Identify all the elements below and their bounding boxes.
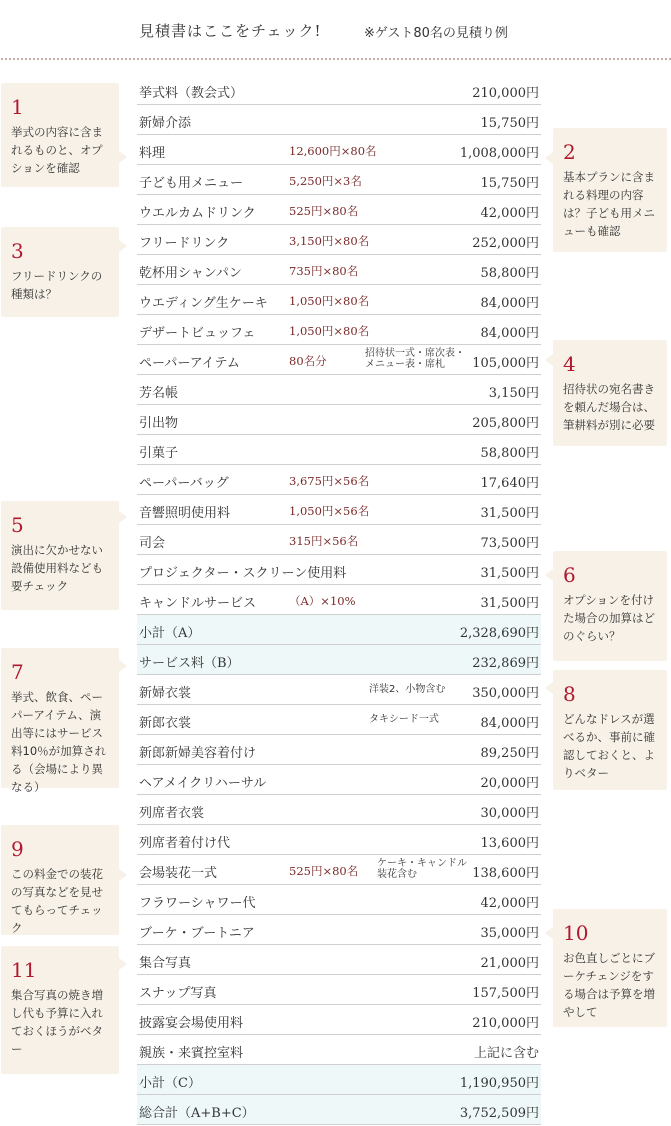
item-label: キャンドルサービス [139,596,257,611]
item-amount: 30,000円 [480,806,539,821]
callout-text: どんなドレスが選べるか、事前に確認しておくと、よりベター [563,712,655,780]
callout-number: 11 [11,958,37,982]
callout-number: 5 [11,513,24,537]
item-amount: 31,500円 [480,566,539,581]
table-row [137,435,541,465]
item-calc: 12,600円×80名 [289,144,377,158]
item-calc: 1,050円×80名 [289,324,370,338]
item-amount: 31,500円 [480,506,539,521]
callout-11 [1,946,119,1074]
item-note: タキシード一式 [369,714,439,725]
item-note: 招待状一式・席次表・ メニュー表・席札 [365,348,465,370]
item-note: ケーキ・キャンドル 装花含む [377,858,467,880]
item-amount: 15,750円 [480,116,539,131]
callout-number: 10 [563,921,589,945]
item-label: ブーケ・ブートニア [139,926,255,941]
item-label: 新郎新婦美容着付け [139,746,257,761]
table-row [137,345,541,375]
item-amount: 210,000円 [472,86,539,101]
item-label: フラワーシャワー代 [139,896,256,911]
item-label: 引出物 [139,416,179,431]
callout-9 [1,825,119,935]
item-amount: 232,869円 [472,656,539,671]
item-calc: 525円×80名 [289,864,359,878]
item-calc: 3,150円×80名 [289,234,370,248]
callout-number: 9 [11,837,24,861]
item-amount: 73,500円 [480,536,539,551]
callout-number: 4 [563,352,576,376]
item-note: 洋装2、小物含む [369,684,446,695]
subtotal-row [137,1065,541,1095]
table-row [137,555,541,585]
item-amount: 89,250円 [480,746,539,761]
callout-text: この料金での装花の写真などを見せてもらってチェック [11,867,103,935]
table-row [137,105,541,135]
item-label: 乾杯用シャンパン [139,266,242,281]
item-label: 新郎衣裳 [139,716,192,731]
callout-number: 6 [563,563,576,587]
table-row [137,135,541,165]
table-row [137,885,541,915]
item-calc: 315円×56名 [289,534,359,548]
callout-5 [1,501,119,610]
callout-3 [1,227,119,317]
item-calc: 3,675円×56名 [289,474,370,488]
item-label: 披露宴会場使用料 [139,1016,244,1031]
callout-number: 1 [11,95,24,119]
item-calc: 80名分 [289,354,327,368]
callout-text: 招待状の宛名書きを頼んだ場合は、筆耕料が別に必要 [563,382,655,432]
item-calc: 735円×80名 [289,264,359,278]
callout-text: オプションを付けた場合の加算はどのぐらい？ [563,593,655,643]
callout-4 [553,340,667,446]
subtotal-row [137,645,541,675]
item-amount: 157,500円 [472,986,539,1001]
table-row [137,975,541,1005]
table-row [137,795,541,825]
item-label: 引菓子 [139,446,179,461]
callout-text: 挙式、飲食、ペーパーアイテム、演出等にはサービス料10％が加算される（会場により異なる） [11,690,107,794]
table-row [137,405,541,435]
callout-number: 8 [563,682,576,706]
callout-8 [553,670,667,790]
table-row [137,825,541,855]
callout-text: お色直しごとにブーケチェンジをする場合は予算を増やして [563,951,655,1019]
table-row [137,285,541,315]
page-title: 見積書はここをチェック! [139,22,322,40]
item-label: 子ども用メニュー [139,176,244,191]
item-amount: 84,000円 [480,296,539,311]
item-amount: 138,600円 [472,866,539,881]
table-row [137,375,541,405]
item-label: ペーパーアイテム [139,356,240,371]
item-label: ペーパーバッグ [139,476,229,491]
table-row [137,705,541,735]
item-amount: 1,008,000円 [459,146,539,161]
item-label: 料理 [139,146,166,161]
item-label: 会場装花一式 [139,866,218,881]
item-amount: 42,000円 [480,206,539,221]
item-label: 列席者着付け代 [139,836,231,851]
item-label: 新婦介添 [139,116,192,131]
item-label: 親族・来賓控室料 [139,1046,244,1061]
item-label: 総合計（A+B+C） [139,1106,255,1121]
table-row [137,765,541,795]
item-calc: 1,050円×80名 [289,294,370,308]
item-amount: 35,000円 [480,926,539,941]
item-amount: 1,190,950円 [459,1076,539,1091]
estimate-table [137,75,541,1125]
callout-text: 演出に欠かせない設備使用料なども要チェック [11,543,103,593]
table-row [137,945,541,975]
table-row [137,495,541,525]
item-amount: 上記に含む [473,1046,539,1061]
table-row [137,465,541,495]
item-amount: 84,000円 [480,326,539,341]
item-label: ウエディング生ケーキ [139,296,268,311]
callout-7 [1,648,119,794]
callout-number: 2 [563,140,576,164]
callout-1 [1,83,119,187]
callout-2 [553,128,667,252]
table-row [137,225,541,255]
item-label: 挙式料（教会式） [139,86,244,101]
callout-10 [553,909,667,1027]
dotted-divider [0,57,671,61]
item-label: 芳名帳 [139,386,179,401]
item-amount: 84,000円 [480,716,539,731]
callout-text: 挙式の内容に含まれるものと、オプションを確認 [11,125,103,175]
item-amount: 20,000円 [480,776,539,791]
table-row [137,75,541,105]
item-calc: 1,050円×56名 [289,504,370,518]
item-amount: 58,800円 [480,446,539,461]
item-amount: 15,750円 [480,176,539,191]
callout-number: 7 [11,660,24,684]
table-row [137,675,541,705]
subtotal-row [137,1095,541,1125]
table-row [137,255,541,285]
item-label: 小計（C） [139,1076,201,1091]
item-label: サービス料（B） [139,656,240,671]
callout-text: 集合写真の焼き増し代も予算に入れておくほうがベター [11,988,103,1056]
table-row [137,195,541,225]
table-row [137,1035,541,1065]
item-amount: 350,000円 [472,686,539,701]
table-row [137,1005,541,1035]
item-label: ウエルカムドリンク [139,206,256,221]
callout-text: 基本プランに含まれる料理の内容は？子ども用メニューも確認 [563,170,655,238]
item-label: 小計（A） [139,626,201,641]
item-amount: 13,600円 [480,836,539,851]
item-label: 新婦衣裳 [139,686,192,701]
item-label: 司会 [139,536,166,551]
item-amount: 105,000円 [472,356,539,371]
callout-number: 3 [11,239,24,263]
item-amount: 2,328,690円 [459,626,539,641]
item-calc: 525円×80名 [289,204,359,218]
item-calc: 5,250円×3名 [289,174,362,188]
table-row [137,165,541,195]
item-amount: 3,150円 [488,386,539,401]
item-label: デザートビュッフェ [139,326,256,341]
item-label: スナップ写真 [139,986,217,1001]
item-calc: （A）×10% [289,594,356,608]
page-header [0,0,671,60]
table-row [137,915,541,945]
item-amount: 17,640円 [480,476,539,491]
item-amount: 252,000円 [472,236,539,251]
item-label: 音響照明使用料 [139,506,231,521]
subtotal-row [137,615,541,645]
item-label: 集合写真 [139,956,192,971]
item-amount: 210,000円 [472,1016,539,1031]
item-amount: 3,752,509円 [459,1106,539,1121]
table-row [137,735,541,765]
item-label: ヘアメイクリハーサル [139,776,267,791]
callout-6 [553,551,667,661]
item-label: プロジェクター・スクリーン使用料 [139,566,347,581]
item-amount: 21,000円 [480,956,539,971]
table-row [137,315,541,345]
item-amount: 205,800円 [472,416,539,431]
item-amount: 58,800円 [480,266,539,281]
item-label: フリードリンク [139,236,230,251]
callout-text: フリードリンクの種類は？ [11,269,103,301]
table-row [137,525,541,555]
page-note: ※ゲスト80名の見積り例 [364,26,508,41]
table-row [137,585,541,615]
table-row [137,855,541,885]
item-amount: 42,000円 [480,896,539,911]
item-amount: 31,500円 [480,596,539,611]
item-label: 列席者衣裳 [139,806,205,821]
